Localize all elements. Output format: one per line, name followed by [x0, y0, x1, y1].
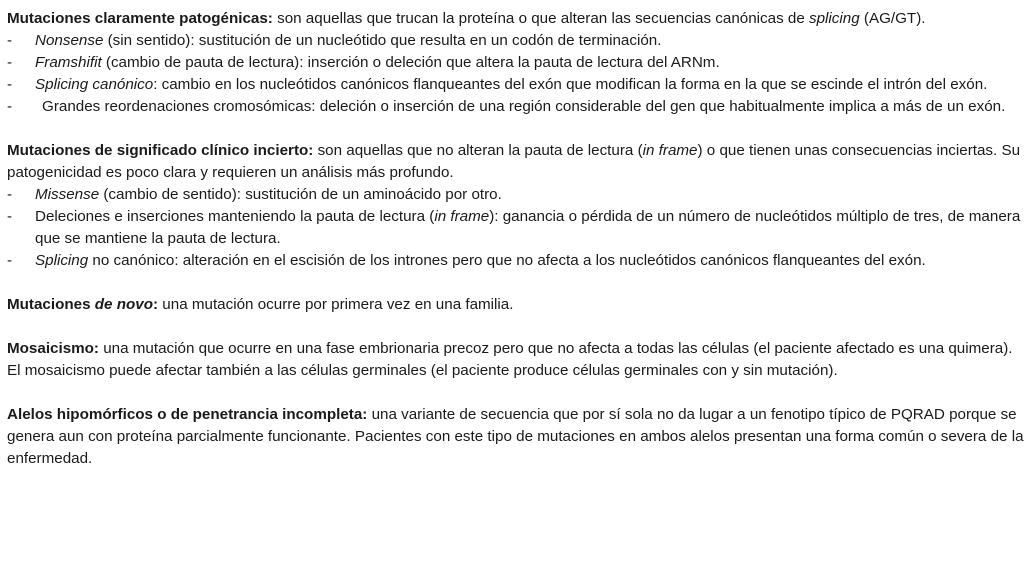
section-uncertain-significance	[7, 140, 1025, 272]
section-title: Mosaicismo:	[7, 340, 99, 357]
section-title: Mutaciones claramente patogénicas:	[7, 10, 273, 27]
bullet-list	[7, 184, 1025, 272]
list-item: - Missense (cambio de sentido): sustitución de un aminoácido por otro.	[7, 186, 502, 203]
list-item: - Splicing no canónico: alteración en el escisión de los intrones pero que no afecta a los nucleótidos canónicos flanqueantes del exón.	[7, 252, 926, 269]
list-item: - Nonsense (sin sentido): sustitución de un nucleótido que resulta en un codón de terminación.	[7, 32, 662, 49]
list-item: - Splicing canónico: cambio en los nucleótidos canónicos flanqueantes del exón que modifican la forma en la que se escinde el intrón del exón.	[7, 76, 988, 93]
section-mosaicism	[7, 338, 1025, 382]
bullet-list	[7, 30, 1025, 118]
section-title: Mutaciones de novo:	[7, 296, 159, 313]
section-title: Alelos hipomórficos o de penetrancia incompleta:	[7, 406, 368, 423]
section-lead: Mutaciones de significado clínico incierto: son aquellas que no alteran la pauta de lectura (in frame) o que tienen unas consecuencias inciertas. Su patogenicidad es poco clara y requieren un análisis más profundo.	[7, 142, 1021, 181]
section-hypomorphic-alleles	[7, 404, 1025, 470]
section-pathogenic-mutations	[7, 8, 1025, 118]
section-lead: Mosaicismo: una mutación que ocurre en una fase embrionaria precoz pero que no afecta a todas las células (el paciente afectado es una quimera). El mosaicismo puede afectar también a las células germinales (el paciente produce células germinales con y sin mutación).	[7, 340, 1013, 379]
section-lead: Mutaciones de novo: una mutación ocurre por primera vez en una familia.	[7, 296, 514, 313]
list-item: - Grandes reordenaciones cromosómicas: deleción o inserción de una región considerable del gen que habitualmente implica a más de un exón.	[7, 98, 1006, 115]
section-title: Mutaciones de significado clínico incierto:	[7, 142, 314, 159]
section-lead: Mutaciones claramente patogénicas: son aquellas que trucan la proteína o que alteran las secuencias canónicas de splicing (AG/GT).	[7, 10, 926, 27]
list-item: - Framshifit (cambio de pauta de lectura): inserción o deleción que altera la pauta de lectura del ARNm.	[7, 54, 720, 71]
section-de-novo	[7, 294, 1025, 316]
section-lead: Alelos hipomórficos o de penetrancia incompleta: una variante de secuencia que por sí sola no da lugar a un fenotipo típico de PQRAD porque se genera aun con proteína parcialmente funcionante. Pacientes con este tipo de mutaciones en ambos alelos presentan una forma común o severa de la enfermedad.	[7, 406, 1024, 467]
list-item: - Deleciones e inserciones manteniendo la pauta de lectura (in frame): ganancia o pérdida de un número de nucleótidos múltiplo de tres, de manera que se mantiene la pauta de lectura.	[7, 208, 1021, 247]
